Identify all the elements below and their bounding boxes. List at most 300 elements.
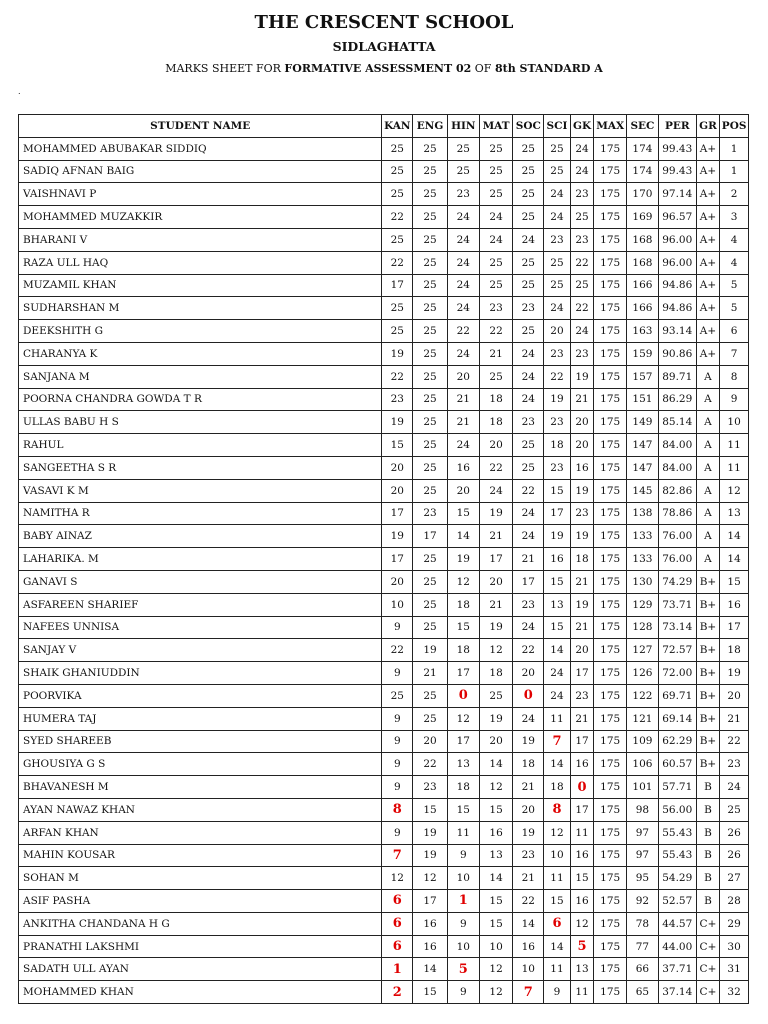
cell-gk: 23	[570, 342, 594, 365]
table-row	[19, 821, 749, 844]
cell-eng: 25	[413, 479, 448, 502]
cell-kan: 23	[382, 388, 413, 411]
cell-mat: 24	[479, 479, 513, 502]
table-row	[19, 684, 749, 707]
cell-eng: 25	[413, 228, 448, 251]
cell-gk: 21	[570, 707, 594, 730]
cell-eng: 16	[413, 935, 448, 958]
cell-sec: 133	[627, 525, 659, 548]
cell-max: 175	[594, 593, 627, 616]
cell-soc: 23	[513, 593, 544, 616]
cell-hin: 15	[447, 502, 479, 525]
cell-soc: 18	[513, 753, 544, 776]
col-header-hin: HIN	[447, 115, 479, 138]
cell-mat: 25	[479, 137, 513, 160]
cell-eng: 25	[413, 320, 448, 343]
cell-hin: 18	[447, 639, 479, 662]
cell-eng: 25	[413, 593, 448, 616]
cell-max: 175	[594, 912, 627, 935]
student-name-cell: BHARANI V	[19, 228, 382, 251]
cell-hin: 13	[447, 753, 479, 776]
cell-gk: 24	[570, 320, 594, 343]
cell-hin: 5	[447, 958, 479, 981]
cell-mat: 19	[479, 616, 513, 639]
cell-eng: 22	[413, 753, 448, 776]
student-name-cell: VAISHNAVI P	[19, 183, 382, 206]
cell-pos: 1	[720, 137, 749, 160]
cell-mat: 22	[479, 456, 513, 479]
cell-soc: 25	[513, 456, 544, 479]
cell-pos: 5	[720, 274, 749, 297]
cell-per: 99.43	[658, 137, 696, 160]
cell-kan: 17	[382, 548, 413, 571]
cell-gr: B+	[696, 662, 720, 685]
cell-soc: 23	[513, 411, 544, 434]
col-header-gr: GR	[696, 115, 720, 138]
cell-pos: 29	[720, 912, 749, 935]
cell-max: 175	[594, 479, 627, 502]
cell-gk: 21	[570, 388, 594, 411]
cell-soc: 19	[513, 730, 544, 753]
cell-mat: 25	[479, 684, 513, 707]
cell-gr: A+	[696, 251, 720, 274]
student-name-cell: MOHAMMED ABUBAKAR SIDDIQ	[19, 137, 382, 160]
cell-gk: 20	[570, 411, 594, 434]
table-row	[19, 388, 749, 411]
cell-sci: 12	[544, 821, 571, 844]
cell-sci: 24	[544, 297, 571, 320]
cell-max: 175	[594, 730, 627, 753]
cell-gk: 25	[570, 274, 594, 297]
cell-eng: 25	[413, 297, 448, 320]
cell-soc: 24	[513, 502, 544, 525]
cell-pos: 7	[720, 342, 749, 365]
cell-hin: 11	[447, 821, 479, 844]
cell-gk: 18	[570, 548, 594, 571]
cell-mat: 12	[479, 639, 513, 662]
cell-sci: 15	[544, 890, 571, 913]
cell-hin: 25	[447, 137, 479, 160]
cell-kan: 9	[382, 821, 413, 844]
cell-gr: B+	[696, 730, 720, 753]
cell-sec: 129	[627, 593, 659, 616]
cell-gk: 19	[570, 365, 594, 388]
cell-per: 82.86	[658, 479, 696, 502]
cell-hin: 9	[447, 981, 479, 1004]
table-row	[19, 616, 749, 639]
cell-pos: 19	[720, 662, 749, 685]
cell-mat: 25	[479, 251, 513, 274]
cell-gr: B	[696, 890, 720, 913]
cell-mat: 12	[479, 958, 513, 981]
cell-sci: 23	[544, 456, 571, 479]
cell-pos: 14	[720, 525, 749, 548]
cell-pos: 9	[720, 388, 749, 411]
cell-per: 74.29	[658, 570, 696, 593]
cell-gk: 22	[570, 297, 594, 320]
cell-hin: 12	[447, 707, 479, 730]
cell-sec: 145	[627, 479, 659, 502]
cell-per: 55.43	[658, 844, 696, 867]
cell-soc: 25	[513, 251, 544, 274]
cell-gk: 16	[570, 456, 594, 479]
cell-hin: 10	[447, 935, 479, 958]
cell-kan: 17	[382, 502, 413, 525]
cell-kan: 9	[382, 753, 413, 776]
cell-max: 175	[594, 525, 627, 548]
cell-sci: 11	[544, 707, 571, 730]
cell-hin: 20	[447, 479, 479, 502]
student-name-cell: MAHIN KOUSAR	[19, 844, 382, 867]
cell-sci: 19	[544, 525, 571, 548]
cell-gr: B+	[696, 593, 720, 616]
cell-pos: 30	[720, 935, 749, 958]
cell-soc: 24	[513, 388, 544, 411]
cell-hin: 24	[447, 297, 479, 320]
student-name-cell: RAHUL	[19, 434, 382, 457]
cell-eng: 20	[413, 730, 448, 753]
cell-gk: 19	[570, 479, 594, 502]
cell-gk: 16	[570, 753, 594, 776]
cell-kan: 9	[382, 662, 413, 685]
cell-hin: 17	[447, 662, 479, 685]
cell-soc: 0	[513, 684, 544, 707]
cell-max: 175	[594, 320, 627, 343]
cell-per: 96.00	[658, 228, 696, 251]
cell-kan: 8	[382, 798, 413, 821]
cell-gk: 25	[570, 206, 594, 229]
cell-sci: 24	[544, 684, 571, 707]
cell-max: 175	[594, 776, 627, 799]
cell-kan: 19	[382, 525, 413, 548]
cell-kan: 15	[382, 434, 413, 457]
cell-sec: 170	[627, 183, 659, 206]
cell-pos: 12	[720, 479, 749, 502]
cell-soc: 23	[513, 844, 544, 867]
cell-sci: 23	[544, 342, 571, 365]
cell-eng: 25	[413, 707, 448, 730]
cell-per: 72.57	[658, 639, 696, 662]
col-header-per: PER	[658, 115, 696, 138]
cell-gk: 23	[570, 228, 594, 251]
cell-pos: 5	[720, 297, 749, 320]
cell-hin: 22	[447, 320, 479, 343]
cell-kan: 9	[382, 616, 413, 639]
student-name-cell: ARFAN KHAN	[19, 821, 382, 844]
cell-eng: 12	[413, 867, 448, 890]
cell-mat: 20	[479, 434, 513, 457]
cell-kan: 22	[382, 365, 413, 388]
cell-gr: A	[696, 365, 720, 388]
cell-hin: 17	[447, 730, 479, 753]
cell-pos: 14	[720, 548, 749, 571]
table-row	[19, 798, 749, 821]
table-row	[19, 912, 749, 935]
cell-per: 89.71	[658, 365, 696, 388]
sheet-caption	[0, 62, 768, 75]
cell-gr: B	[696, 844, 720, 867]
cell-max: 175	[594, 388, 627, 411]
cell-gr: C+	[696, 912, 720, 935]
cell-per: 99.43	[658, 160, 696, 183]
cell-per: 62.29	[658, 730, 696, 753]
cell-sci: 18	[544, 776, 571, 799]
cell-soc: 25	[513, 137, 544, 160]
cell-per: 76.00	[658, 548, 696, 571]
cell-max: 175	[594, 570, 627, 593]
cell-hin: 1	[447, 890, 479, 913]
cell-eng: 16	[413, 912, 448, 935]
cell-sec: 66	[627, 958, 659, 981]
cell-sec: 127	[627, 639, 659, 662]
cell-sec: 169	[627, 206, 659, 229]
student-name-cell: SOHAN M	[19, 867, 382, 890]
cell-sec: 109	[627, 730, 659, 753]
cell-per: 57.71	[658, 776, 696, 799]
cell-max: 175	[594, 137, 627, 160]
cell-sec: 121	[627, 707, 659, 730]
table-row	[19, 434, 749, 457]
cell-gr: A	[696, 411, 720, 434]
cell-hin: 24	[447, 342, 479, 365]
table-row	[19, 548, 749, 571]
student-name-cell: BABY AINAZ	[19, 525, 382, 548]
cell-sec: 157	[627, 365, 659, 388]
cell-max: 175	[594, 365, 627, 388]
cell-mat: 24	[479, 206, 513, 229]
cell-soc: 24	[513, 228, 544, 251]
cell-gr: C+	[696, 958, 720, 981]
student-name-cell: NAMITHA R	[19, 502, 382, 525]
cell-gk: 23	[570, 502, 594, 525]
col-header-max: MAX	[594, 115, 627, 138]
table-row	[19, 981, 749, 1004]
cell-mat: 14	[479, 753, 513, 776]
cell-eng: 25	[413, 434, 448, 457]
cell-mat: 12	[479, 981, 513, 1004]
cell-sec: 133	[627, 548, 659, 571]
cell-hin: 19	[447, 548, 479, 571]
cell-eng: 25	[413, 570, 448, 593]
cell-eng: 19	[413, 844, 448, 867]
cell-gr: B+	[696, 639, 720, 662]
sheet-prefix: MARKS SHEET FOR	[165, 62, 285, 75]
cell-eng: 25	[413, 160, 448, 183]
cell-per: 56.00	[658, 798, 696, 821]
assessment-name: FORMATIVE ASSESSMENT 02	[284, 62, 472, 75]
cell-soc: 21	[513, 867, 544, 890]
cell-hin: 21	[447, 411, 479, 434]
cell-eng: 25	[413, 137, 448, 160]
cell-sci: 15	[544, 570, 571, 593]
cell-per: 78.86	[658, 502, 696, 525]
student-name-cell: ASFAREEN SHARIEF	[19, 593, 382, 616]
cell-per: 85.14	[658, 411, 696, 434]
cell-eng: 17	[413, 890, 448, 913]
student-name-cell: GHOUSIYA G S	[19, 753, 382, 776]
cell-gk: 24	[570, 160, 594, 183]
cell-per: 94.86	[658, 274, 696, 297]
cell-soc: 25	[513, 206, 544, 229]
cell-pos: 25	[720, 798, 749, 821]
cell-kan: 25	[382, 228, 413, 251]
cell-gk: 22	[570, 251, 594, 274]
cell-sec: 151	[627, 388, 659, 411]
cell-soc: 22	[513, 890, 544, 913]
cell-eng: 25	[413, 206, 448, 229]
cell-hin: 24	[447, 228, 479, 251]
stray-dot: .	[18, 87, 21, 96]
cell-per: 69.71	[658, 684, 696, 707]
cell-pos: 4	[720, 228, 749, 251]
cell-eng: 19	[413, 639, 448, 662]
cell-max: 175	[594, 639, 627, 662]
cell-max: 175	[594, 753, 627, 776]
cell-max: 175	[594, 434, 627, 457]
cell-mat: 25	[479, 365, 513, 388]
col-header-pos: POS	[720, 115, 749, 138]
table-row	[19, 753, 749, 776]
cell-max: 175	[594, 206, 627, 229]
cell-sec: 97	[627, 844, 659, 867]
cell-eng: 23	[413, 502, 448, 525]
col-header-sec: SEC	[627, 115, 659, 138]
cell-gr: A	[696, 388, 720, 411]
student-name-cell: ASIF PASHA	[19, 890, 382, 913]
cell-sci: 22	[544, 365, 571, 388]
cell-per: 44.57	[658, 912, 696, 935]
cell-per: 44.00	[658, 935, 696, 958]
cell-hin: 24	[447, 206, 479, 229]
cell-kan: 6	[382, 890, 413, 913]
table-row	[19, 228, 749, 251]
cell-pos: 16	[720, 593, 749, 616]
cell-pos: 28	[720, 890, 749, 913]
cell-soc: 7	[513, 981, 544, 1004]
cell-pos: 32	[720, 981, 749, 1004]
cell-gr: B+	[696, 684, 720, 707]
cell-hin: 24	[447, 251, 479, 274]
cell-sec: 147	[627, 456, 659, 479]
standard-name: 8th STANDARD A	[494, 62, 603, 75]
cell-eng: 19	[413, 821, 448, 844]
cell-kan: 6	[382, 912, 413, 935]
table-row	[19, 730, 749, 753]
table-row	[19, 570, 749, 593]
cell-pos: 11	[720, 456, 749, 479]
cell-sci: 25	[544, 137, 571, 160]
cell-per: 96.00	[658, 251, 696, 274]
cell-pos: 18	[720, 639, 749, 662]
cell-gr: B	[696, 798, 720, 821]
cell-soc: 24	[513, 342, 544, 365]
cell-sec: 147	[627, 434, 659, 457]
cell-soc: 24	[513, 616, 544, 639]
cell-gr: A	[696, 502, 720, 525]
cell-hin: 9	[447, 912, 479, 935]
cell-sec: 128	[627, 616, 659, 639]
cell-hin: 23	[447, 183, 479, 206]
cell-sec: 159	[627, 342, 659, 365]
cell-max: 175	[594, 342, 627, 365]
cell-pos: 31	[720, 958, 749, 981]
cell-sci: 7	[544, 730, 571, 753]
cell-gk: 0	[570, 776, 594, 799]
cell-gr: A	[696, 479, 720, 502]
student-name-cell: CHARANYA K	[19, 342, 382, 365]
cell-eng: 25	[413, 616, 448, 639]
cell-per: 73.71	[658, 593, 696, 616]
cell-gk: 21	[570, 570, 594, 593]
cell-soc: 20	[513, 798, 544, 821]
student-name-cell: SADIQ AFNAN BAIG	[19, 160, 382, 183]
cell-sec: 78	[627, 912, 659, 935]
cell-pos: 10	[720, 411, 749, 434]
cell-sec: 166	[627, 297, 659, 320]
col-header-mat: MAT	[479, 115, 513, 138]
student-name-cell: NAFEES UNNISA	[19, 616, 382, 639]
cell-max: 175	[594, 684, 627, 707]
col-header-name: STUDENT NAME	[19, 115, 382, 138]
cell-gr: B	[696, 867, 720, 890]
cell-mat: 10	[479, 935, 513, 958]
cell-max: 175	[594, 160, 627, 183]
cell-sci: 23	[544, 411, 571, 434]
cell-pos: 17	[720, 616, 749, 639]
cell-gr: C+	[696, 981, 720, 1004]
student-name-cell: ANKITHA CHANDANA H G	[19, 912, 382, 935]
cell-gk: 16	[570, 890, 594, 913]
cell-kan: 22	[382, 639, 413, 662]
cell-eng: 25	[413, 456, 448, 479]
cell-gr: A+	[696, 274, 720, 297]
cell-hin: 12	[447, 570, 479, 593]
student-name-cell: BHAVANESH M	[19, 776, 382, 799]
student-name-cell: POORVIKA	[19, 684, 382, 707]
cell-per: 52.57	[658, 890, 696, 913]
table-row	[19, 137, 749, 160]
cell-max: 175	[594, 502, 627, 525]
cell-per: 69.14	[658, 707, 696, 730]
cell-gr: A+	[696, 228, 720, 251]
cell-per: 76.00	[658, 525, 696, 548]
cell-kan: 9	[382, 730, 413, 753]
cell-per: 97.14	[658, 183, 696, 206]
student-name-cell: MUZAMIL KHAN	[19, 274, 382, 297]
cell-soc: 25	[513, 274, 544, 297]
student-name-cell: GANAVI S	[19, 570, 382, 593]
cell-gk: 12	[570, 912, 594, 935]
cell-sec: 126	[627, 662, 659, 685]
student-name-cell: LAHARIKA. M	[19, 548, 382, 571]
cell-sci: 11	[544, 867, 571, 890]
cell-hin: 20	[447, 365, 479, 388]
cell-per: 86.29	[658, 388, 696, 411]
cell-mat: 19	[479, 707, 513, 730]
cell-sec: 174	[627, 160, 659, 183]
cell-sci: 16	[544, 548, 571, 571]
cell-mat: 18	[479, 388, 513, 411]
cell-soc: 25	[513, 183, 544, 206]
cell-max: 175	[594, 867, 627, 890]
cell-gk: 16	[570, 844, 594, 867]
cell-kan: 6	[382, 935, 413, 958]
student-name-cell: POORNA CHANDRA GOWDA T R	[19, 388, 382, 411]
cell-mat: 25	[479, 274, 513, 297]
cell-max: 175	[594, 274, 627, 297]
table-row	[19, 206, 749, 229]
cell-gk: 19	[570, 593, 594, 616]
